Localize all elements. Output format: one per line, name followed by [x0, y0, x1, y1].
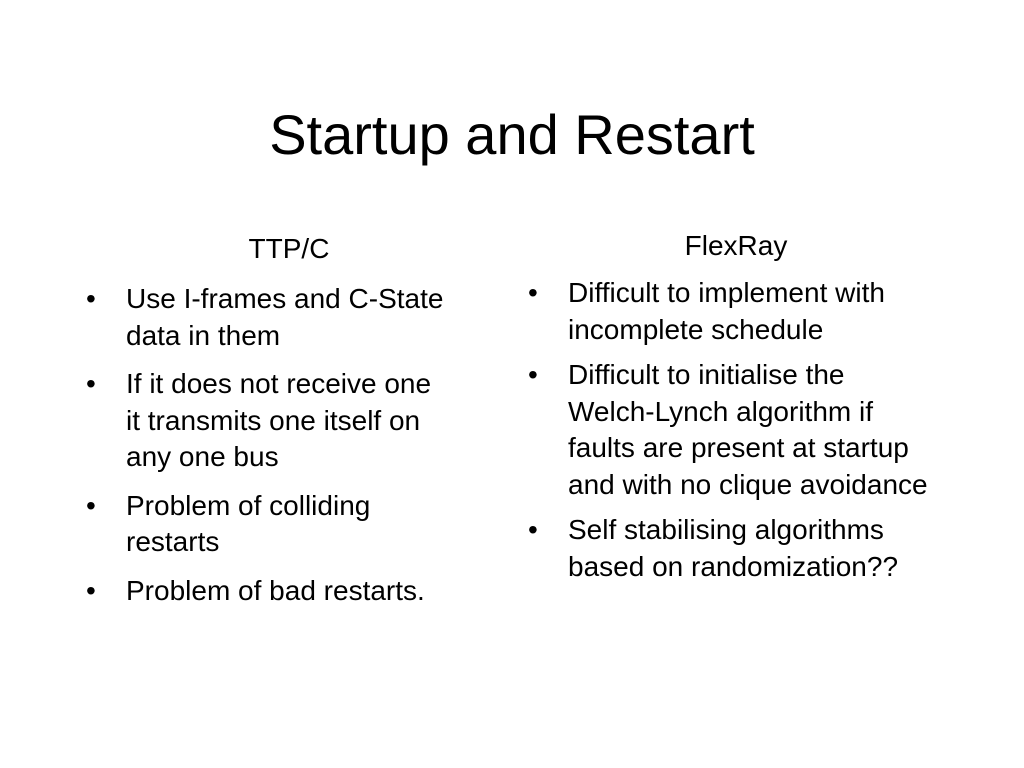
- left-column: [82, 228, 502, 621]
- bullet-text: Problem of bad restarts.: [126, 574, 425, 606]
- bullet-marker: •: [528, 277, 538, 308]
- slide-title: Startup and Restart: [269, 103, 755, 166]
- bullet-item: [82, 281, 502, 354]
- bullet-marker: •: [86, 489, 96, 521]
- bullet-text: Difficult to initialise the Welch-Lynch algorithm if faults are present at startup and with no clique avoidance: [568, 359, 928, 500]
- bullet-item: [82, 366, 502, 476]
- right-bullet-list: [524, 275, 944, 585]
- bullet-marker: •: [86, 283, 96, 314]
- bullet-marker: •: [528, 514, 538, 545]
- bullet-item: [82, 573, 502, 610]
- right-column: [524, 228, 944, 594]
- bullet-marker: •: [86, 368, 96, 399]
- bullet-marker: •: [528, 359, 538, 390]
- bullet-text: Problem of colliding restarts: [126, 489, 371, 557]
- left-column-heading: TTP/C: [248, 233, 330, 264]
- right-column-heading: FlexRay: [684, 230, 788, 261]
- bullet-marker: •: [86, 574, 96, 606]
- bullet-item: [82, 488, 502, 561]
- bullet-text: Use I-frames and C-State data in them: [126, 283, 444, 351]
- left-bullet-list: [82, 281, 502, 609]
- bullet-text: Self stabilising algorithms based on randomization??: [568, 514, 899, 582]
- bullet-text: If it does not receive one it transmits one itself on any one bus: [126, 368, 432, 472]
- bullet-item: [524, 512, 944, 585]
- bullet-item: [524, 275, 944, 348]
- bullet-text: Difficult to implement with incomplete schedule: [568, 277, 885, 345]
- bullet-item: [524, 357, 944, 503]
